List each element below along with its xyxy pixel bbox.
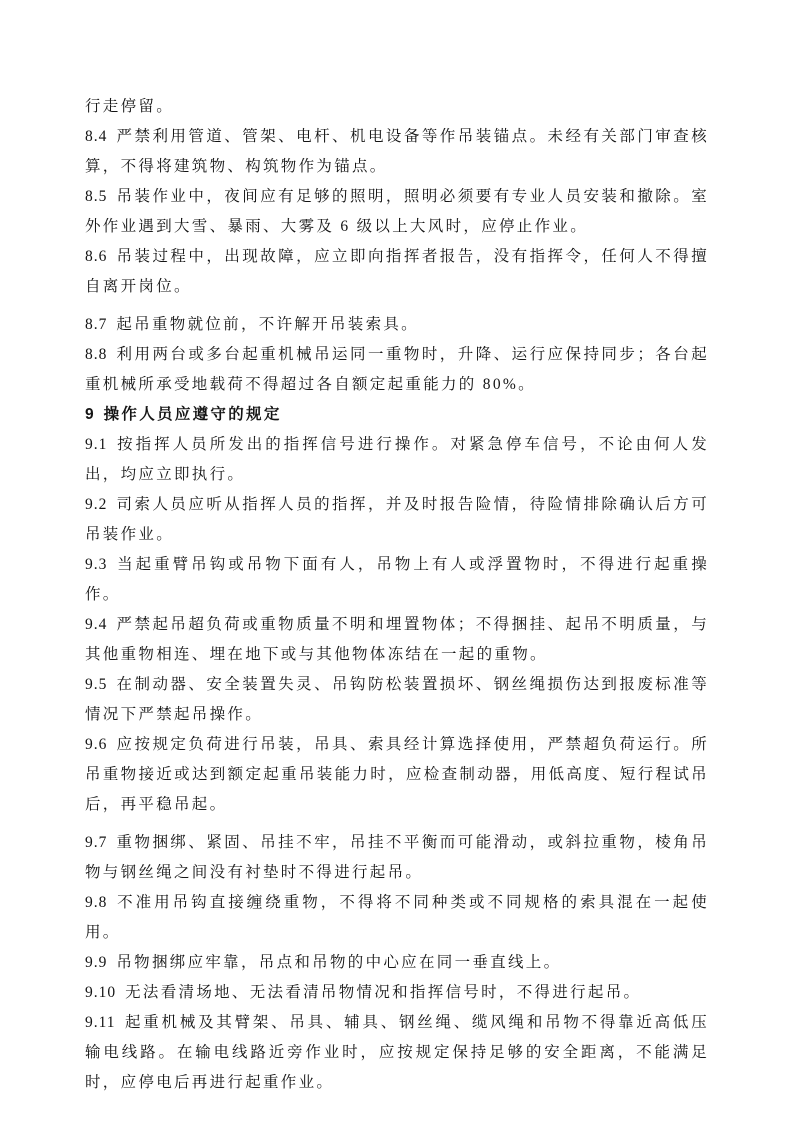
clause-number: 9.3	[85, 556, 108, 573]
clause-number: 9.7	[85, 834, 108, 851]
clause-number: 9.11	[85, 1014, 116, 1031]
clause-number: 9.2	[85, 496, 108, 513]
paragraph-9-1	[85, 430, 709, 490]
clause-text: 司索人员应听从指挥人员的指挥，并及时报告险情，待险情排除确认后方可吊装作业。	[85, 496, 709, 543]
clause-number: 8.7	[85, 316, 108, 333]
clause-text: 重物捆绑、紧固、吊挂不牢，吊挂不平衡而可能滑动，或斜拉重物，棱角吊物与钢丝绳之间没有衬垫时不得进行起吊。	[85, 834, 709, 881]
clause-text: 不准用吊钩直接缠绕重物，不得将不同种类或不同规格的索具混在一起使用。	[85, 894, 709, 941]
clause-text: 按指挥人员所发出的指挥信号进行操作。对紧急停车信号，不论由何人发出，均应立即执行。	[85, 436, 709, 483]
paragraph-9-10	[85, 978, 709, 1008]
paragraph-9-9	[85, 948, 709, 978]
section-title: 操作人员应遵守的规定	[103, 406, 282, 423]
clause-number: 8.8	[85, 346, 108, 363]
paragraph-9-4	[85, 610, 709, 670]
clause-number: 8.5	[85, 188, 108, 205]
paragraph-9-7	[85, 828, 709, 888]
clause-text: 起重机械及其臂架、吊具、辅具、钢丝绳、缆风绳和吊物不得靠近高低压输电线路。在输电线路近旁作业时，应按规定保持足够的安全距离，不能满足时，应停电后再进行起重作业。	[85, 1014, 709, 1091]
paragraph-9-3	[85, 550, 709, 610]
clause-text: 无法看清场地、无法看清吊物情况和指挥信号时，不得进行起吊。	[125, 984, 642, 1001]
paragraph-8-6	[85, 242, 709, 302]
paragraph-9-8	[85, 888, 709, 948]
paragraph-8-5	[85, 182, 709, 242]
clause-text: 吊装作业中，夜间应有足够的照明，照明必须要有专业人员安装和撤除。室外作业遇到大雪、暴雨、大雾及 6 级以上大风时，应停止作业。	[85, 188, 709, 235]
paragraph-9-2	[85, 490, 709, 550]
clause-number: 8.4	[85, 128, 108, 145]
clause-text: 起吊重物就位前，不许解开吊装索具。	[116, 316, 419, 333]
clause-text: 行走停留。	[85, 98, 175, 115]
paragraph-8-8	[85, 340, 709, 400]
paragraph-8-4	[85, 122, 709, 182]
clause-number: 9.1	[85, 436, 108, 453]
clause-text: 应按规定负荷进行吊装，吊具、索具经计算选择使用，严禁超负荷运行。所吊重物接近或达到额定起重吊装能力时，应检查制动器，用低高度、短行程试吊后，再平稳吊起。	[85, 736, 709, 813]
clause-number: 8.6	[85, 248, 108, 265]
clause-text: 吊装过程中，出现故障，应立即向指挥者报告，没有指挥令，任何人不得擅自离开岗位。	[85, 248, 709, 295]
section-heading-9	[85, 400, 709, 430]
clause-number: 9.5	[85, 676, 108, 693]
clause-text: 吊物捆绑应牢靠，吊点和吊物的中心应在同一垂直线上。	[116, 954, 562, 971]
clause-number: 9.6	[85, 736, 108, 753]
clause-number: 9.8	[85, 894, 108, 911]
paragraph-continuation	[85, 92, 709, 122]
paragraph-9-6	[85, 730, 709, 820]
clause-text: 严禁利用管道、管架、电杆、机电设备等作吊装锚点。未经有关部门审查核算，不得将建筑物、构筑物作为锚点。	[85, 128, 709, 175]
clause-number: 9.4	[85, 616, 108, 633]
paragraph-8-7	[85, 310, 709, 340]
clause-text: 在制动器、安全装置失灵、吊钩防松装置损坏、钢丝绳损伤达到报废标准等情况下严禁起吊操作。	[85, 676, 709, 723]
paragraph-9-5	[85, 670, 709, 730]
clause-number: 9.9	[85, 954, 108, 971]
clause-number: 9.10	[85, 984, 117, 1001]
clause-text: 当起重臂吊钩或吊物下面有人，吊物上有人或浮置物时，不得进行起重操作。	[85, 556, 709, 603]
section-number: 9	[85, 406, 95, 423]
paragraph-9-11	[85, 1008, 709, 1098]
clause-text: 利用两台或多台起重机械吊运同一重物时，升降、运行应保持同步；各台起重机械所承受地载荷不得超过各自额定起重能力的 80%。	[85, 346, 709, 393]
clause-text: 严禁起吊超负荷或重物质量不明和埋置物体；不得捆挂、起吊不明质量，与其他重物相连、埋在地下或与其他物体冻结在一起的重物。	[85, 616, 709, 663]
